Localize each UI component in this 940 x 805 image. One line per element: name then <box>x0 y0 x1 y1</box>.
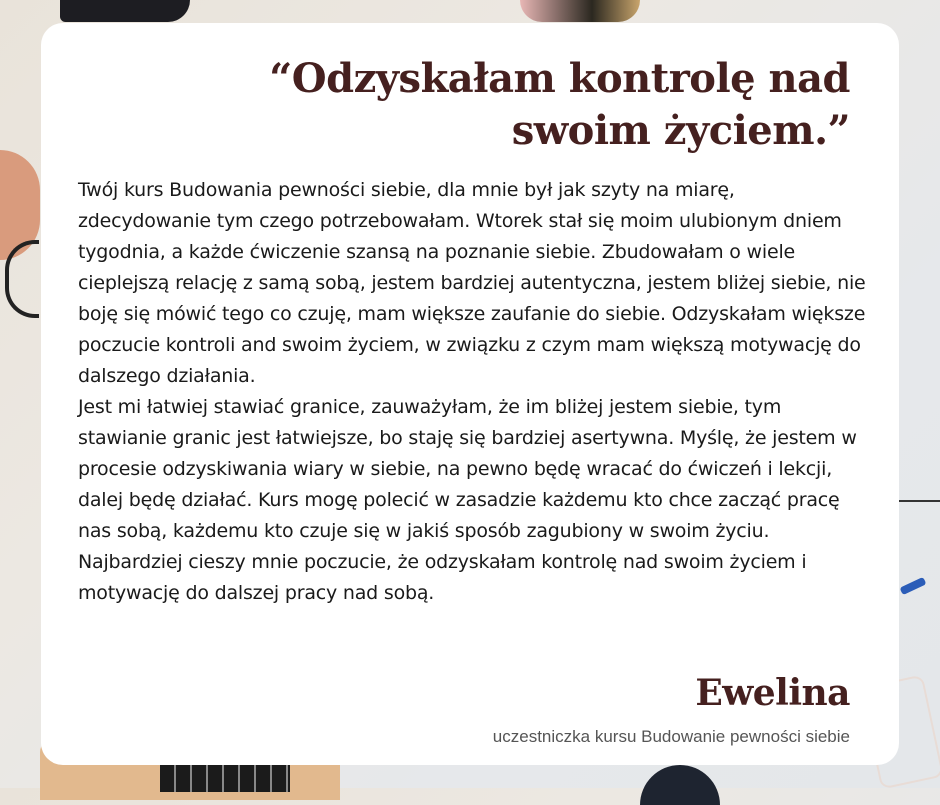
background-cord-fragment <box>5 240 39 318</box>
author-name: Ewelina <box>695 672 850 714</box>
testimonial-headline: “Odzyskałam kontrolę nad swoim życiem.” <box>269 55 850 154</box>
background-cup-fragment <box>640 765 720 805</box>
background-photo-fragment <box>60 0 190 22</box>
background-flower-fragment <box>520 0 640 22</box>
author-role: uczestniczka kursu Budowanie pewności siebie <box>492 727 850 746</box>
testimonial-paragraph: Jest mi łatwiej stawiać granice, zauważyłam, że im bliżej jestem siebie, tym stawianie granic jest łatwiejsze, bo staję się bardziej asertywna. Myślę, że jestem w procesie odzyskiwania wiary w siebie, na pewno będę wracać do ćwiczeń i lekcji, dalej będę działać. Kurs mogę polecić w zasadzie każdemu kto chce zacząć pracę nas sobą, każdemu kto czuje się w jakiś sposób zagubiony w swoim życiu. Najbardziej cieszy mnie poczucie, że odzyskałam kontrolę nad swoim życiem i motywację do dalszej pracy nad sobą. <box>78 396 857 604</box>
testimonial-paragraph: Twój kurs Budowania pewności siebie, dla mnie był jak szyty na miarę, zdecydowanie tym czego potrzebowałam. Wtorek stał się moim ulubionym dniem tygodnia, a każde ćwiczenie szansą na poznanie siebie. Zbudowałam o wiele cieplejszą relację z samą sobą, jestem bardziej autentyczna, jestem bliżej siebie, nie boję się mówić tego co czuję, mam większe zaufanie do siebie. Odzyskałam większe poczucie kontroli and swoim życiem, w związku z czym mam większą motywację do dalszego działania. <box>78 179 866 387</box>
background-pen-fragment <box>900 577 927 595</box>
testimonial-card <box>41 23 899 765</box>
testimonial-body <box>78 175 868 609</box>
